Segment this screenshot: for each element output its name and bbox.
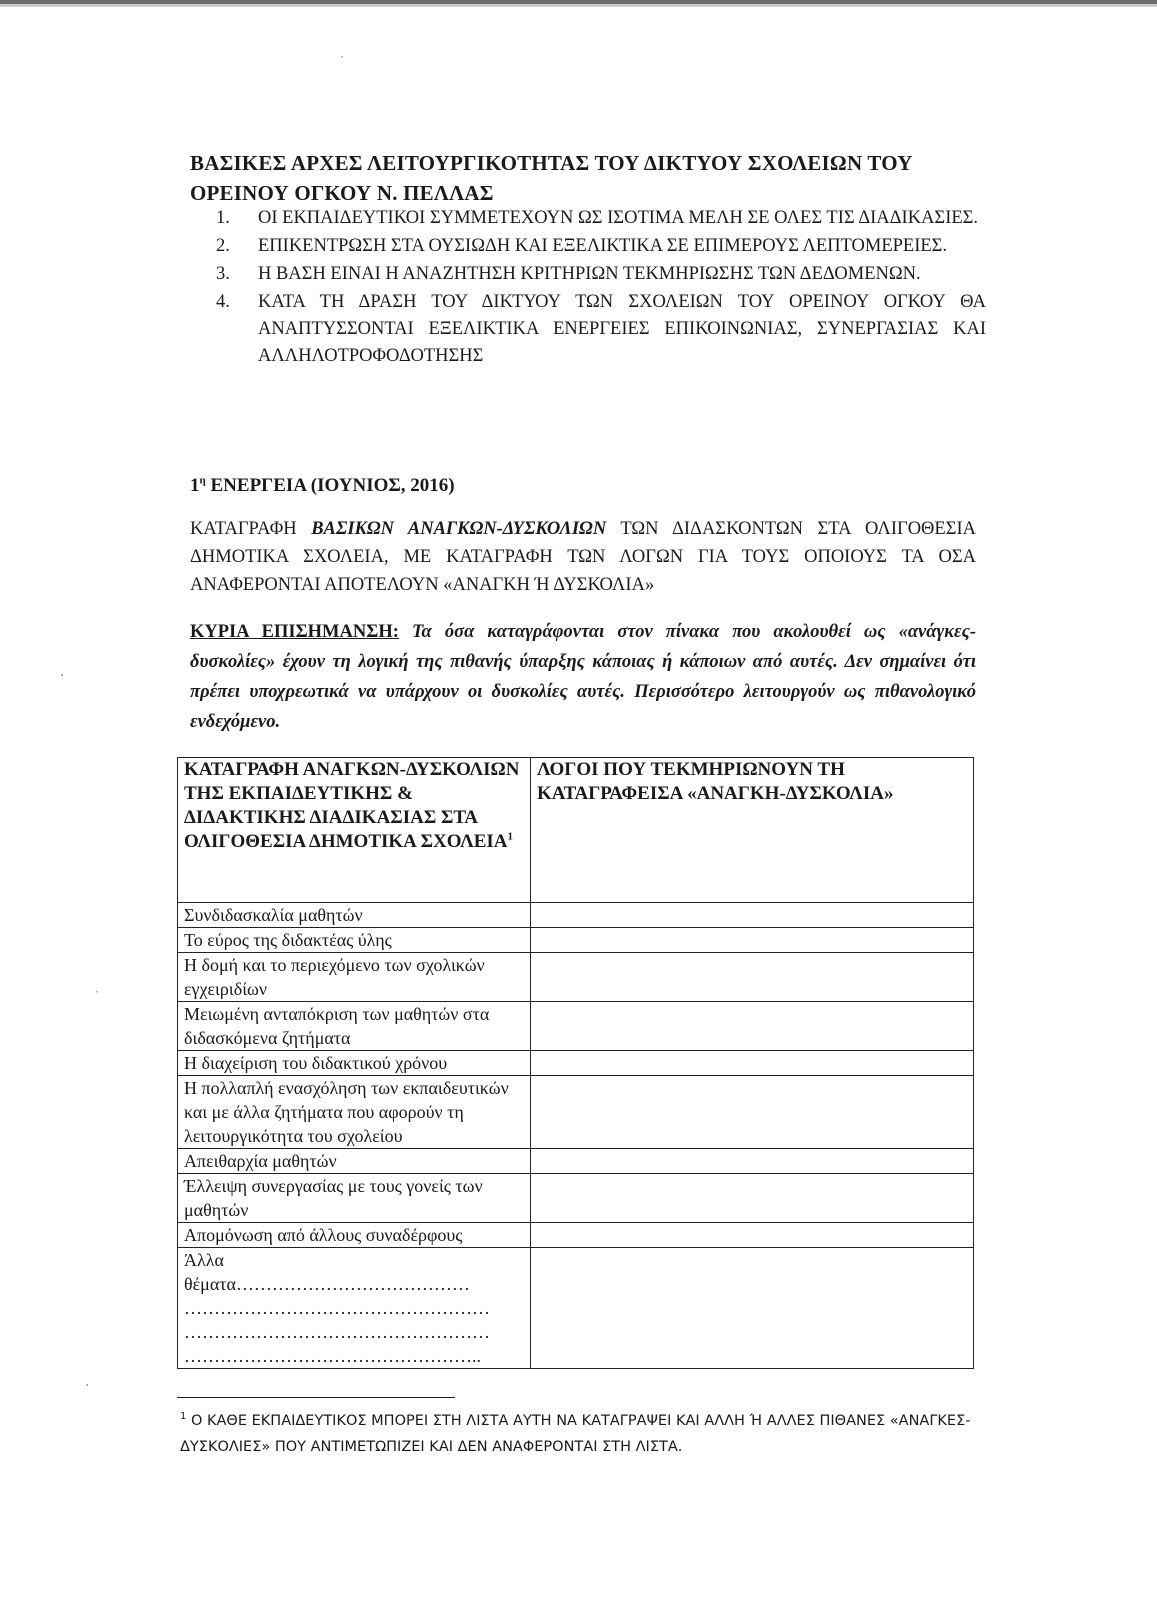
- main-note: ΚΥΡΙΑ ΕΠΙΣΗΜΑΝΣΗ: Τα όσα καταγράφονται στον πίνακα που ακολουθεί ως «ανάγκες- δυσκολίες» έχουν τη λογική της πιθανής ύπαρξης κάποιας ή κάποιων από αυτές. Δεν σημαίνει ότι πρέπει υποχρεωτικά να υπάρχουν οι δυσκολίες αυτές. Περισσότερο λειτουργούν ως πιθανολογικό ενδεχόμενο.: [190, 622, 976, 732]
- table-row: Το εύρος της διδακτέας ύλης: [178, 928, 974, 953]
- recording-paragraph: ΚΑΤΑΓΡΑΦΗ ΒΑΣΙΚΩΝ ΑΝΑΓΚΩΝ-ΔΥΣΚΟΛΙΩΝ ΤΩΝ ΔΙΔΑΣΚΟΝΤΩΝ ΣΤΑ ΟΛΙΓΟΘΕΣΙΑ ΔΗΜΟΤΙΚΑ ΣΧΟΛΕΙΑ, ΜΕ ΚΑΤΑΓΡΑΦΗ ΤΩΝ ΛΟΓΩΝ ΓΙΑ ΤΟΥΣ ΟΠΟΙΟΥΣ ΤΑ ΟΣΑ ΑΝΑΦΕΡΟΝΤΑΙ ΑΠΟΤΕΛΟΥΝ «ΑΝΑΓΚΗ Ή ΔΥΣΚΟΛΙΑ»: [190, 519, 977, 595]
- footnote-separator: [177, 1397, 455, 1398]
- reason-cell[interactable]: [531, 1174, 974, 1223]
- reason-cell[interactable]: [531, 928, 974, 953]
- scan-speck: ·: [85, 1378, 90, 1394]
- reason-cell[interactable]: [531, 1149, 974, 1174]
- header-cell-reasons: ΛΟΓΟΙ ΠΟΥ ΤΕΚΜΗΡΙΩΝΟΥΝ ΤΗ ΚΑΤΑΓΡΑΦΕΙΣΑ «ΑΝΑΓΚΗ-ΔΥΣΚΟΛΙΑ»: [531, 758, 974, 903]
- scan-speck: ·: [340, 50, 344, 64]
- action-heading: $1^\eta$ ΕΝΕΡΓΕΙΑ (ΙΟΥΝΙΟΣ, 2016): [190, 474, 455, 496]
- table-row: Συνδιδασκαλία μαθητών: [178, 903, 974, 928]
- principles-list: [216, 205, 986, 371]
- reason-cell[interactable]: [531, 953, 974, 1002]
- reason-cell[interactable]: [531, 1248, 974, 1369]
- list-item: 1. ΟΙ ΕΚΠΑΙΔΕΥΤΙΚΟΙ ΣΥΜΜΕΤΕΧΟΥΝ ΩΣ ΙΣΟΤΙΜΑ ΜΕΛΗ ΣΕ ΟΛΕΣ ΤΙΣ ΔΙΑΔΙΚΑΣΙΕΣ.: [216, 208, 979, 228]
- document-title: ΒΑΣΙΚΕΣ ΑΡΧΕΣ ΛΕΙΤΟΥΡΓΙΚΟΤΗΤΑΣ ΤΟΥ ΔΙΚΤΥΟΥ ΣΧΟΛΕΙΩΝ ΤΟΥ ΟΡΕΙΝΟΥ ΟΓΚΟΥ Ν. ΠΕΛΛΑΣ: [190, 151, 913, 205]
- scan-speck: ·: [95, 985, 99, 999]
- list-item: 2. ΕΠΙΚΕΝΤΡΩΣΗ ΣΤΑ ΟΥΣΙΩΔΗ ΚΑΙ ΕΞΕΛΙΚΤΙΚΑ ΣΕ ΕΠΙΜΕΡΟΥΣ ΛΕΠΤΟΜΕΡΕΙΕΣ.: [216, 236, 948, 256]
- header-cell-needs: ΚΑΤΑΓΡΑΦΗ ΑΝΑΓΚΩΝ-ΔΥΣΚΟΛΙΩΝ ΤΗΣ ΕΚΠΑΙΔΕΥΤΙΚΗΣ & ΔΙΔΑΚΤΙΚΗΣ ΔΙΑΔΙΚΑΣΙΑΣ ΣΤΑ ΟΛΙΓΟΘΕΣΙΑ ΔΗΜΟΤΙΚΑ ΣΧΟΛΕΙΑ$^1$: [178, 758, 531, 903]
- table-row: Απομόνωση από άλλους συναδέρφους: [178, 1223, 974, 1248]
- needs-table: [177, 757, 974, 1369]
- table-row: Μειωμένη ανταπόκριση των μαθητών στα διδασκόμενα ζητήματα: [178, 1002, 974, 1051]
- other-topics-cell[interactable]: Άλλα θέματα………………………………… …………………………………………… …………………………………………… …………………………………………..: [178, 1248, 531, 1369]
- reason-cell[interactable]: [531, 1223, 974, 1248]
- table-row: Η διαχείριση του διδακτικού χρόνου: [178, 1051, 974, 1076]
- table-row: Απειθαρχία μαθητών: [178, 1149, 974, 1174]
- reason-cell[interactable]: [531, 1002, 974, 1051]
- list-item: 3. Η ΒΑΣΗ ΕΙΝΑΙ Η ΑΝΑΖΗΤΗΣΗ ΚΡΙΤΗΡΙΩΝ ΤΕΚΜΗΡΙΩΣΗΣ ΤΩΝ ΔΕΔΟΜΕΝΩΝ.: [216, 264, 921, 284]
- table-row: Έλλειψη συνεργασίας με τους γονείς των μαθητών: [178, 1174, 974, 1223]
- reason-cell[interactable]: [531, 903, 974, 928]
- scan-edge-shadow: [0, 4, 1157, 7]
- list-item: 4. ΚΑΤΑ ΤΗ ΔΡΑΣΗ ΤΟΥ ΔΙΚΤΥΟΥ ΤΩΝ ΣΧΟΛΕΙΩΝ ΤΟΥ ΟΡΕΙΝΟΥ ΟΓΚΟΥ ΘΑ ΑΝΑΠΤΥΣΣΟΝΤΑΙ ΕΞΕΛΙΚΤΙΚΑ ΕΝΕΡΓΕΙΕΣ ΕΠΙΚΟΙΝΩΝΙΑΣ, ΣΥΝΕΡΓΑΣΙΑΣ ΚΑΙ ΑΛΛΗΛΟΤΡΟΦΟΔΟΤΗΣΗΣ: [216, 292, 986, 366]
- reason-cell[interactable]: [531, 1051, 974, 1076]
- table-row-other: [178, 1248, 974, 1369]
- scan-speck: ·: [60, 668, 65, 684]
- footnote: $^1$ Ο ΚΑΘΕ ΕΚΠΑΙΔΕΥΤΙΚΟΣ ΜΠΟΡΕΙ ΣΤΗ ΛΙΣΤΑ ΑΥΤΗ ΝΑ ΚΑΤΑΓΡΑΨΕΙ ΚΑΙ ΑΛΛΗ Ή ΑΛΛΕΣ ΠΙΘΑΝΕΣ «ΑΝΑΓΚΕΣ- ΔΥΣΚΟΛΙΕΣ» ΠΟΥ ΑΝΤΙΜΕΤΩΠΙΖΕΙ ΚΑΙ ΔΕΝ ΑΝΑΦΕΡΟΝΤΑΙ ΣΤΗ ΛΙΣΤΑ.: [180, 1411, 971, 1455]
- reason-cell[interactable]: [531, 1076, 974, 1149]
- table-header-row: [178, 758, 974, 903]
- table-row: Η δομή και το περιεχόμενο των σχολικών εγχειριδίων: [178, 953, 974, 1002]
- table-row: Η πολλαπλή ενασχόληση των εκπαιδευτικών και με άλλα ζητήματα που αφορούν τη λειτουργικότητα του σχολείου: [178, 1076, 974, 1149]
